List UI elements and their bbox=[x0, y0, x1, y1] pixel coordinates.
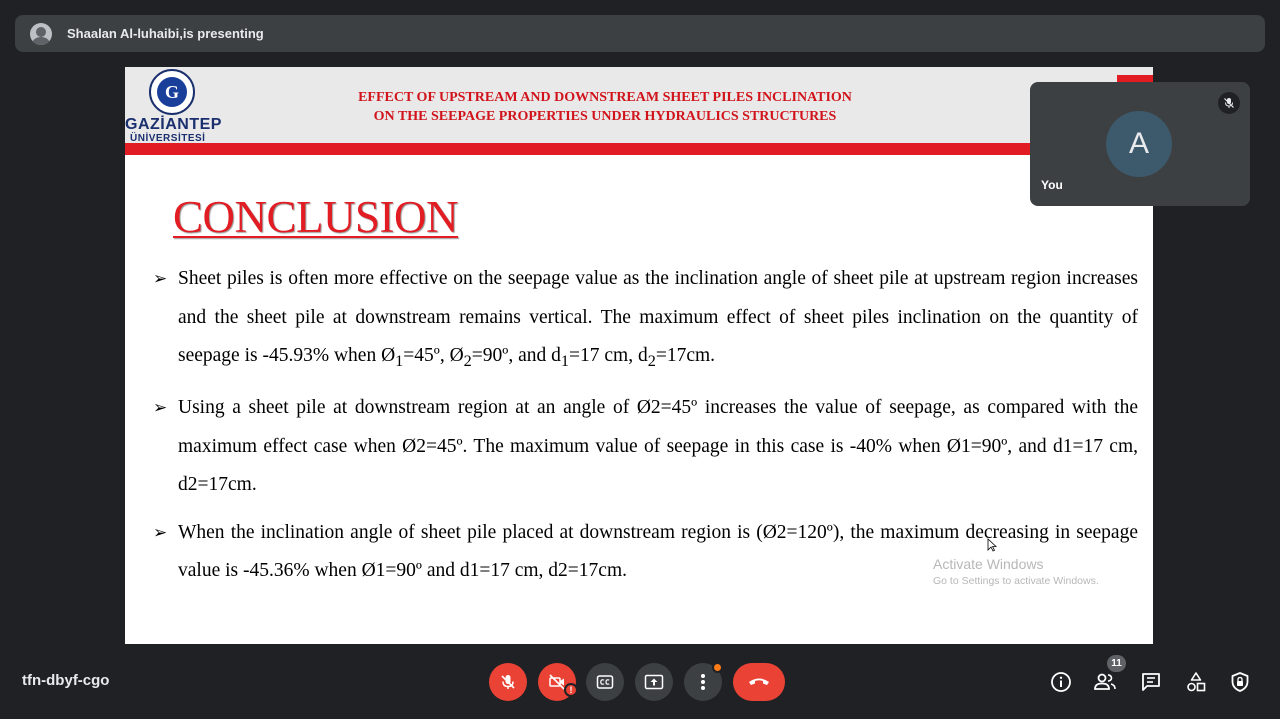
self-view-tile[interactable] bbox=[1030, 82, 1250, 206]
arrow-bullet-icon: ➢ bbox=[153, 522, 168, 542]
hang-up-icon bbox=[748, 676, 770, 688]
shared-slide bbox=[125, 67, 1153, 644]
camera-alert-badge: ! bbox=[564, 683, 578, 697]
slide-title-line2: ON THE SEEPAGE PROPERTIES UNDER HYDRAULICS STRUCTURES bbox=[373, 109, 837, 124]
activities-shapes-icon bbox=[1185, 671, 1207, 693]
host-controls-button[interactable] bbox=[1226, 668, 1254, 696]
logo-name: GAZİANTEP bbox=[125, 116, 222, 133]
more-vert-icon bbox=[700, 673, 706, 691]
presenter-bar bbox=[15, 15, 1265, 52]
captions-icon bbox=[596, 674, 614, 690]
info-icon bbox=[1050, 671, 1072, 693]
slide-title-line1: EFFECT OF UPSTREAM AND DOWNSTREAM SHEET PILES INCLINATION bbox=[358, 90, 852, 105]
arrow-bullet-icon: ➢ bbox=[153, 269, 168, 288]
chat-button[interactable] bbox=[1137, 668, 1165, 696]
mic-off-icon bbox=[1218, 92, 1240, 114]
presenter-avatar bbox=[30, 23, 52, 45]
people-icon bbox=[1093, 672, 1117, 692]
logo-mark: G bbox=[157, 77, 187, 107]
arrow-bullet-icon: ➢ bbox=[153, 398, 168, 418]
leave-call-button[interactable] bbox=[733, 663, 785, 701]
mouse-cursor-icon bbox=[987, 538, 997, 552]
participant-count-badge: 11 bbox=[1107, 655, 1126, 672]
university-logo bbox=[125, 69, 225, 143]
logo-subtitle: ÜNİVERSİTESİ bbox=[130, 133, 206, 144]
meeting-code: tfn-dbyf-cgo bbox=[22, 672, 110, 689]
presenter-label: Shaalan Al-luhaibi,is presenting bbox=[67, 26, 264, 41]
mic-toggle-button[interactable] bbox=[489, 663, 527, 701]
bullet-item: ➢ When the inclination angle of sheet pile placed at downstream region is (Ø2=120º), the maximum decreasing in seepage value is -45.36% when Ø1=90º and d1=17 cm, d2=17cm. bbox=[153, 514, 1138, 591]
activities-button[interactable] bbox=[1182, 668, 1210, 696]
bullet-item: ➢ Sheet piles is often more effective on the seepage value as the inclination angle of sheet pile at upstream region increases and the sheet pile at downstream remains vertical. The maximum effect of sheet piles inclination on the quantity of seepage is -45.93% when $Ø_1=45º$, $Ø_2=90º$, and $d_1=17$ cm, $d_2=17cm$. bbox=[153, 260, 1138, 380]
mic-off-icon bbox=[499, 673, 517, 691]
people-button[interactable] bbox=[1091, 668, 1119, 696]
self-avatar: A bbox=[1106, 111, 1172, 177]
chat-icon bbox=[1140, 671, 1162, 693]
more-options-button[interactable] bbox=[684, 663, 722, 701]
slide-title bbox=[285, 88, 925, 126]
bullet-item: ➢ Using a sheet pile at downstream region at an angle of Ø2=45º increases the value of seepage, as compared with the maximum effect case when Ø2=45º. The maximum value of seepage in this case is -40% when Ø1=90º, and d1=17 cm, d2=17cm. bbox=[153, 389, 1138, 505]
present-screen-icon bbox=[644, 674, 664, 690]
shield-lock-icon bbox=[1229, 671, 1251, 693]
present-now-button[interactable] bbox=[635, 663, 673, 701]
captions-button[interactable] bbox=[586, 663, 624, 701]
camera-toggle-button[interactable] bbox=[538, 663, 576, 701]
activate-windows-watermark: Activate Windows Go to Settings to activate Windows. bbox=[933, 556, 1099, 587]
slide-red-bar bbox=[125, 143, 1153, 155]
slide-heading: CONCLUSION bbox=[173, 192, 459, 242]
notification-dot bbox=[712, 662, 723, 673]
self-name-label: You bbox=[1041, 178, 1063, 192]
meeting-details-button[interactable] bbox=[1047, 668, 1075, 696]
